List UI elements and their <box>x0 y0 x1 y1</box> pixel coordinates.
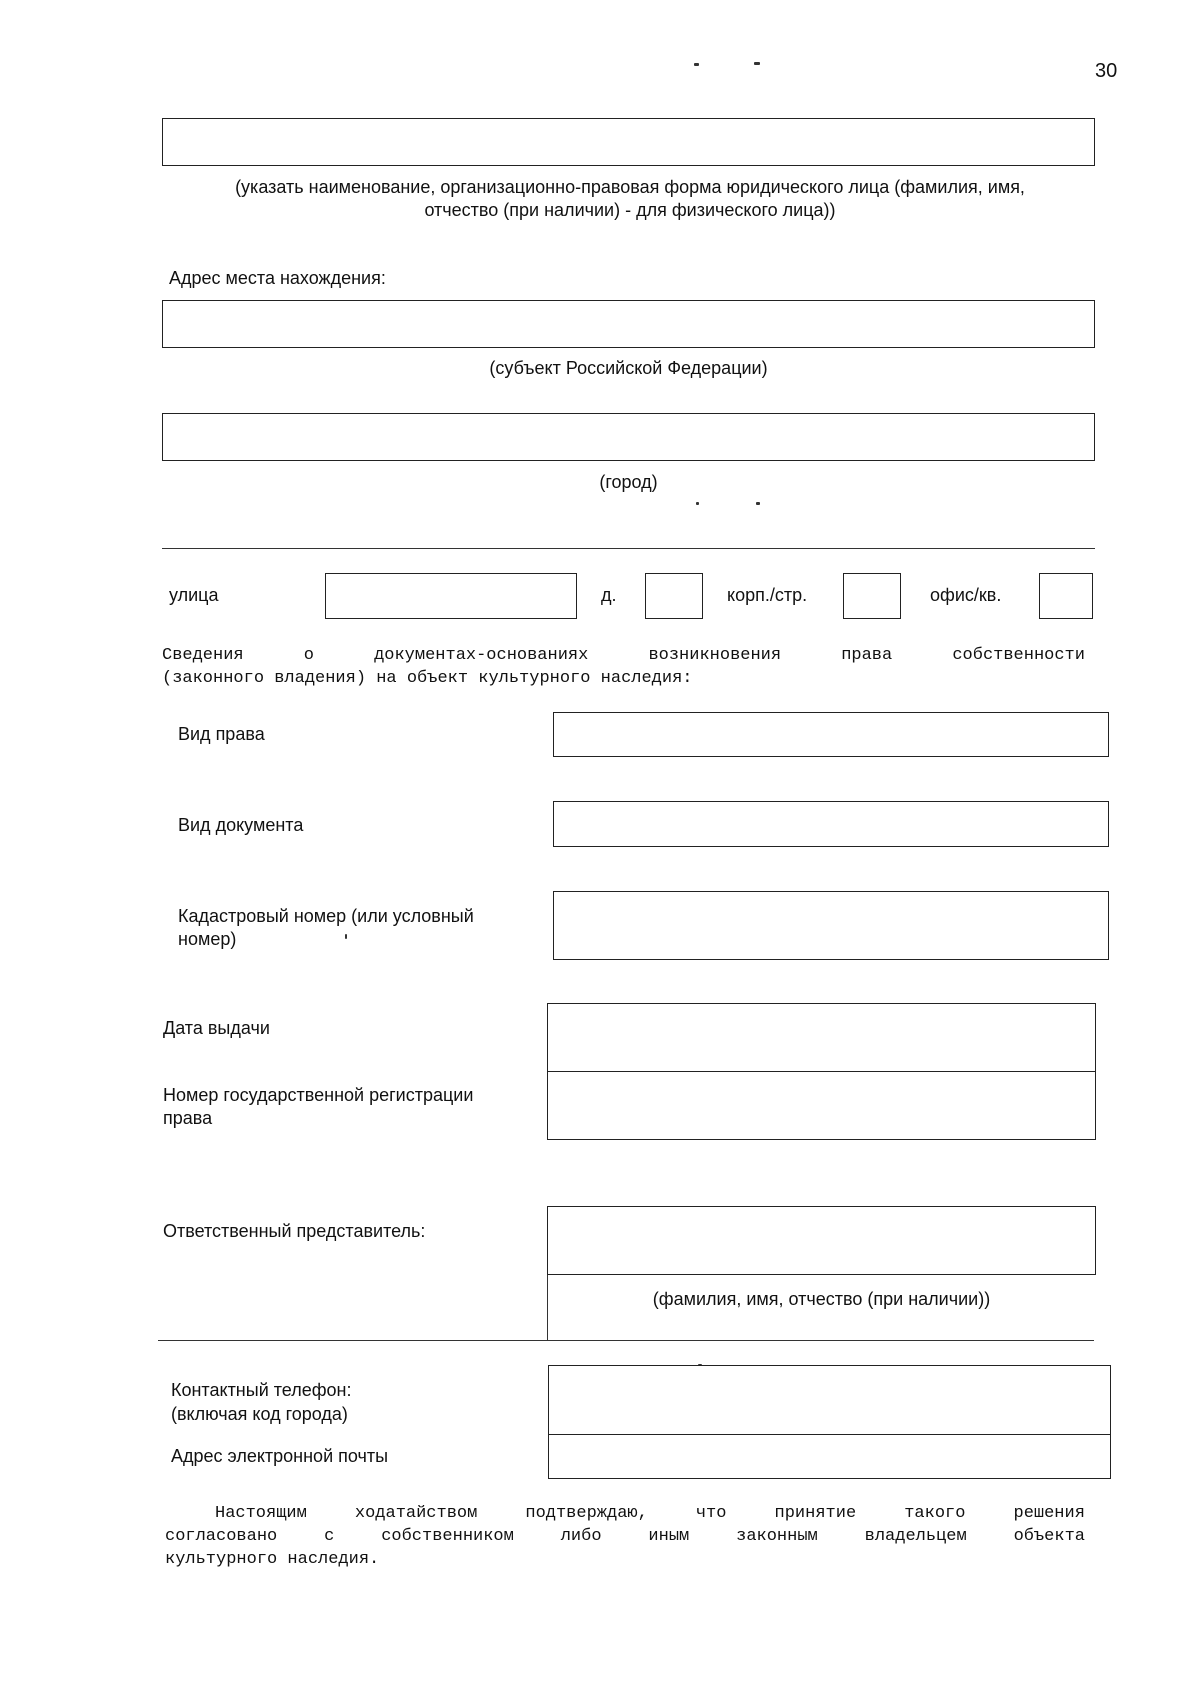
issue-date-label: Дата выдачи <box>163 1018 270 1038</box>
doc-type-field[interactable] <box>553 801 1109 847</box>
confirmation-word: с <box>324 1527 335 1546</box>
building-label: корп./стр. <box>727 585 808 605</box>
owner-name-hint-line1: (указать наименование, организационно-правовая форма юридического лица (фамилия, имя, <box>235 177 1025 197</box>
address-heading: Адрес места нахождения: <box>169 268 386 288</box>
reg-number-field[interactable] <box>547 1071 1096 1140</box>
scan-speck <box>694 63 699 66</box>
representative-divider <box>158 1340 1094 1341</box>
phone-label-line2: (включая код города) <box>171 1404 348 1424</box>
cadastral-label <box>178 905 474 951</box>
confirmation-word: Настоящим <box>215 1504 307 1523</box>
confirmation-word: согласовано <box>165 1527 278 1546</box>
phone-field[interactable] <box>548 1365 1111 1435</box>
confirmation-word: ходатайством <box>354 1504 478 1523</box>
street-label: улица <box>169 585 219 605</box>
doc-type-label: Вид документа <box>178 815 304 835</box>
intro-word: права <box>841 646 893 665</box>
documents-intro <box>162 644 1085 690</box>
section-divider <box>162 548 1095 549</box>
house-label: д. <box>601 585 617 605</box>
confirmation-word: собственником <box>381 1527 514 1546</box>
scan-speck <box>756 502 760 505</box>
confirmation-line1 <box>165 1502 1085 1525</box>
office-label: офис/кв. <box>930 585 1002 605</box>
intro-word: возникновения <box>648 646 782 665</box>
confirmation-word: владельцем <box>864 1527 967 1546</box>
city-hint: (город) <box>599 472 658 492</box>
confirmation-word: объекта <box>1013 1527 1085 1546</box>
cadastral-field[interactable] <box>553 891 1109 960</box>
documents-intro-line1 <box>162 644 1085 667</box>
building-field[interactable] <box>843 573 901 619</box>
issue-date-field[interactable] <box>547 1003 1096 1072</box>
right-type-field[interactable] <box>553 712 1109 757</box>
reg-number-label-line2: права <box>163 1108 213 1128</box>
cadastral-label-line1: Кадастровый номер (или условный <box>178 906 474 926</box>
confirmation-text <box>165 1502 1085 1571</box>
office-field[interactable] <box>1039 573 1093 619</box>
email-field[interactable] <box>548 1434 1111 1479</box>
confirmation-word: что <box>695 1504 727 1523</box>
representative-hint: (фамилия, имя, отчество (при наличии)) <box>652 1289 991 1309</box>
scan-speck <box>696 502 699 505</box>
page-number: 30 <box>1095 60 1118 82</box>
region-field[interactable] <box>162 300 1095 348</box>
confirmation-line3: культурного наследия. <box>165 1550 380 1569</box>
right-type-label: Вид права <box>178 724 265 744</box>
confirmation-word: подтверждаю, <box>525 1504 648 1523</box>
reg-number-label-line1: Номер государственной регистрации <box>163 1085 474 1105</box>
reg-number-label <box>163 1084 473 1130</box>
region-hint: (субъект Российской Федерации) <box>489 358 768 378</box>
house-field[interactable] <box>645 573 703 619</box>
city-field[interactable] <box>162 413 1095 461</box>
owner-name-hint <box>150 176 1110 222</box>
confirmation-word: такого <box>904 1504 966 1523</box>
owner-name-field[interactable] <box>162 118 1095 166</box>
confirmation-word: решения <box>1013 1504 1085 1523</box>
intro-word: документах-основаниях <box>374 646 589 665</box>
scan-speck <box>754 62 760 65</box>
email-label: Адрес электронной почты <box>171 1446 389 1466</box>
phone-label <box>171 1378 351 1426</box>
confirmation-word: иным <box>648 1527 690 1546</box>
intro-word: Сведения <box>162 646 244 665</box>
intro-word: собственности <box>952 646 1085 665</box>
confirmation-word: законным <box>736 1527 818 1546</box>
owner-name-hint-line2: отчество (при наличии) - для физического лица)) <box>424 200 836 220</box>
street-field[interactable] <box>325 573 577 619</box>
representative-field[interactable] <box>547 1206 1096 1275</box>
confirmation-line2 <box>165 1525 1085 1548</box>
confirmation-word: принятие <box>774 1504 857 1523</box>
phone-label-line1: Контактный телефон: <box>171 1380 352 1400</box>
confirmation-word: либо <box>560 1527 602 1546</box>
documents-intro-line2: (законного владения) на объект культурного наследия: <box>162 669 693 688</box>
representative-label: Ответственный представитель: <box>163 1221 426 1241</box>
cadastral-label-line2: номер) <box>178 929 237 949</box>
intro-word: о <box>303 646 314 665</box>
